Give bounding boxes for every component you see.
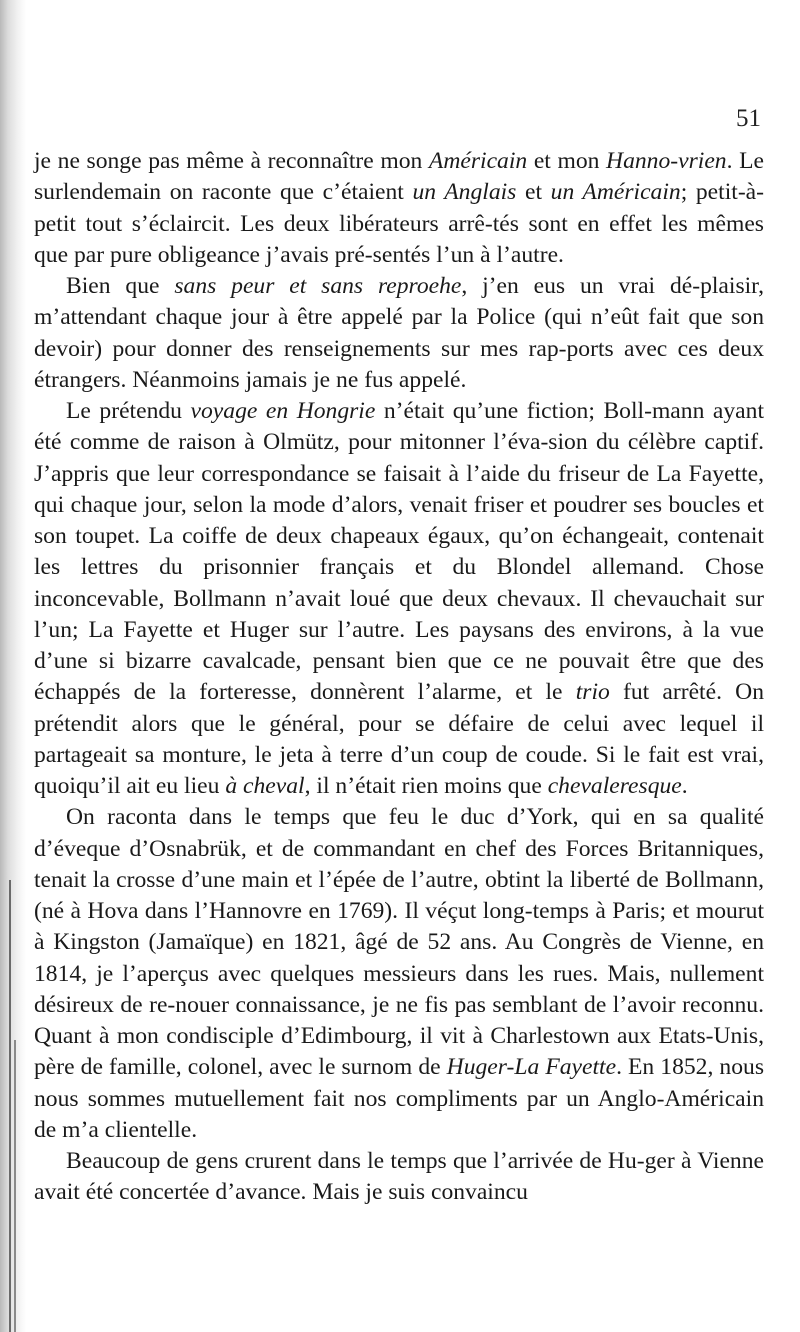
paragraph (34, 146, 764, 271)
text-run: je ne songe pas même à reconnaître mon (34, 148, 429, 174)
text-run: ; petit-à-petit tout s’éclaircit. Les deux libérateurs arrê-tés sont en effet les mêmes que par pure obligeance j’avais pré-sentés l’un à l’autre. (34, 179, 765, 268)
italic-text: Américain (428, 148, 528, 174)
text-run: , j’en eus un vrai dé-plaisir, m’attendant chaque jour à être appelé par la Police (qui n’eût fait que son devoir) pour donner des renseignements sur mes rap-ports avec ces deux étrangers. Néanmoins jamais je ne fus appelé. (34, 273, 764, 393)
text-run: . (681, 773, 688, 799)
paragraph (34, 271, 764, 396)
paragraph (34, 1146, 764, 1209)
italic-text: à cheval (225, 773, 305, 799)
italic-text: un Anglais (412, 179, 517, 206)
italic-text: Hanno-vrien (606, 148, 727, 174)
text-run: . Le surlendemain on raconte que c’étaient (34, 148, 765, 206)
italic-text: voyage en Hongrie (190, 398, 376, 424)
text-run: On raconta dans le temps que feu le duc d’York, qui en sa qualité d’éveque d’Osnabrük, et de commandant en chef des Forces Britanniques, tenait la crosse d’une main et l’épée de l’autre, obtint la liberté de Bollmann, (né à Hova dans l’Hannovre en 1769). Il véçut long-temps à Paris; et mourut à Kingston (Jamaïque) en 1821, âgé de 52 ans. Au Congrès de Vienne, en 1814, je l’aperçus avec quelques messieurs dans les rues. Mais, nullement désireux de re-nouer connaissance, je ne fis pas semblant de l’avoir reconnu. Quant à mon condisciple d’Edimbourg, il vit à Charlestown aux Etats-Unis, père de famille, colonel, avec le surnom de (34, 804, 764, 1081)
italic-text: un Américain (550, 179, 681, 206)
page-number: 51 (736, 105, 761, 132)
body-text (34, 146, 764, 1209)
paragraph (34, 396, 764, 802)
binding-edge-line (9, 880, 11, 1332)
text-run: et mon (527, 148, 607, 174)
text-run: Bien que (66, 273, 175, 299)
binding-gutter-shadow (0, 0, 26, 1332)
text-run: Beaucoup de gens crurent dans le temps que l’arrivée de Hu-ger à Vienne avait été concertée d’avance. Mais je suis convaincu (34, 1148, 764, 1206)
binding-edge-line (14, 1040, 16, 1332)
italic-text: Huger-La Fayette (446, 1054, 617, 1081)
text-run: et (516, 179, 551, 206)
text-run: fut arrêté. On prétendit alors que le général, pour se défaire de celui avec lequel il partageait sa monture, le jeta à terre d’un coup de coude. Si le fait est vrai, quoiqu’il ait eu lieu (34, 679, 764, 799)
italic-text: sans peur et sans reproehe (174, 273, 462, 299)
text-run: . En 1852, nous nous sommes mutuellement fait nos compliments par un Anglo-Américain de m’a clientelle. (34, 1054, 764, 1143)
text-run: , il n’était rien moins que (304, 773, 548, 799)
italic-text: trio (575, 679, 610, 706)
text-run: n’était qu’une fiction; Boll-mann ayant été comme de raison à Olmütz, pour mitonner l’éva-sion du célèbre captif. J’appris que leur correspondance se faisait à l’aide du friseur de La Fayette, qui chaque jour, selon la mode d’alors, venait friser et poudrer ses boucles et son toupet. La coiffe de deux chapeaux égaux, qu’on échangeait, contenait les lettres du prisonnier français et du Blondel allemand. Chose inconcevable, Bollmann n’avait loué que deux chevaux. Il chevauchait sur l’un; La Fayette et Huger sur l’autre. Les paysans des environs, à la vue d’une si bizarre cavalcade, pensant bien que ce ne pouvait être que des échappés de la forteresse, donnèrent l’alarme, et le (34, 398, 764, 706)
text-run: Le prétendu (66, 398, 191, 424)
italic-text: chevaleresque (547, 773, 682, 799)
paragraph (34, 802, 764, 1146)
